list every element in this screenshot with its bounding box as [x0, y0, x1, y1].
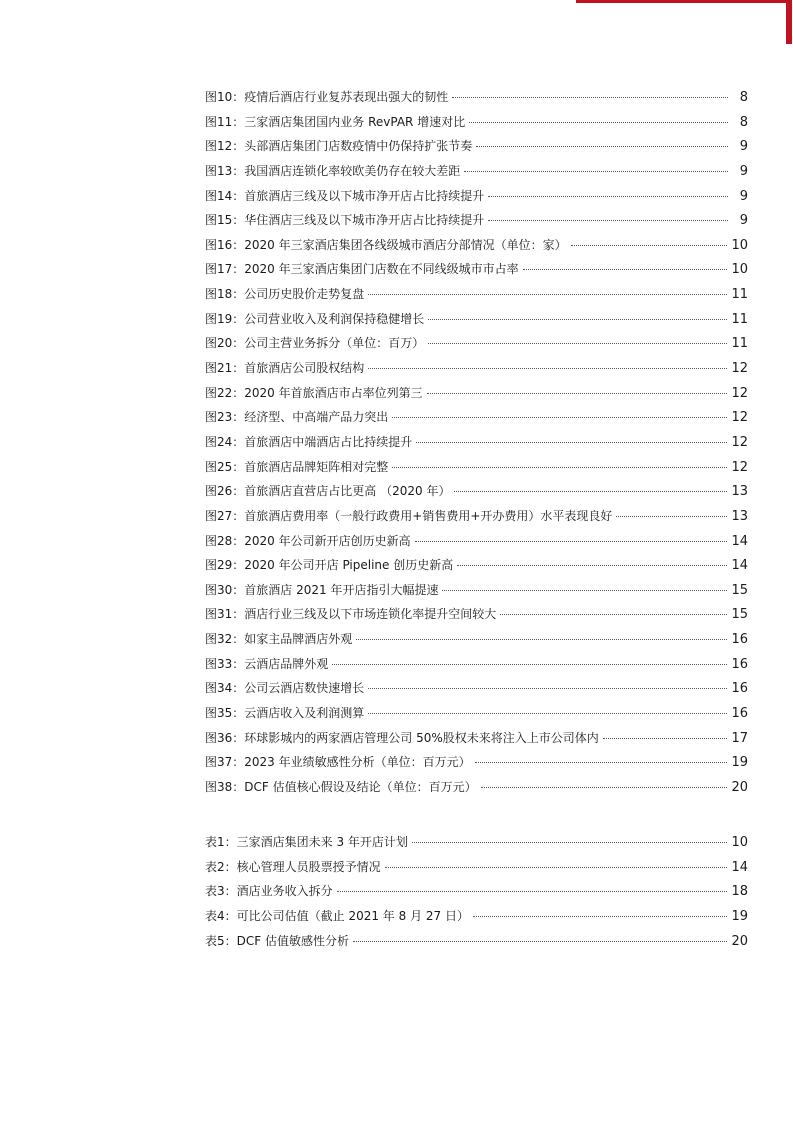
toc-entry-title: 图36：环球影城内的两家酒店管理公司 50%股权未来将注入上市公司体内: [205, 730, 599, 745]
dot-leader: [353, 941, 727, 942]
toc-page-number: 14: [731, 533, 748, 549]
figure-entry[interactable]: [205, 236, 748, 261]
toc-page-number: 12: [731, 410, 748, 426]
toc-entry-title: 图35：云酒店收入及利润测算: [205, 706, 365, 721]
dot-leader: [473, 916, 727, 917]
table-entry[interactable]: [205, 932, 748, 957]
toc-entry-title: 图15：华住酒店三线及以下城市净开店占比持续提升: [205, 213, 485, 228]
toc-entry-title: 图38：DCF 估值核心假设及结论（单位：百万元）: [205, 779, 477, 794]
toc-page-number: 17: [731, 730, 748, 746]
figure-entry[interactable]: [205, 137, 748, 162]
dot-leader: [368, 688, 727, 689]
toc-page-number: 10: [731, 835, 748, 850]
toc-entry-title: 图25：首旅酒店品牌矩阵相对完整: [205, 459, 389, 474]
toc-page-number: 11: [731, 336, 748, 352]
toc-page-number: 19: [731, 908, 748, 924]
table-entry[interactable]: [205, 833, 748, 858]
toc-entry-title: 图20：公司主营业务拆分（单位：百万）: [205, 336, 425, 351]
toc-entry-title: 图33：云酒店品牌外观: [205, 656, 329, 671]
header-accent-bar: [576, 0, 792, 3]
dot-leader: [616, 516, 727, 517]
toc-page-number: 13: [731, 484, 748, 500]
dot-leader: [571, 245, 728, 246]
table-entry[interactable]: [205, 882, 748, 907]
dot-leader: [454, 491, 727, 492]
toc-page-number: 8: [739, 90, 748, 105]
figure-entry[interactable]: [205, 310, 748, 335]
toc-entry-title: 图17：2020 年三家酒店集团门店数在不同线级城市市占率: [205, 262, 519, 277]
figure-entry[interactable]: [205, 729, 748, 754]
figure-entry[interactable]: [205, 630, 748, 655]
toc-page-number: 9: [739, 213, 748, 229]
dot-leader: [356, 639, 727, 640]
figure-entry[interactable]: [205, 334, 748, 359]
toc-page-number: 10: [731, 262, 748, 278]
header-accent-bar-vertical: [786, 0, 792, 44]
toc-page-number: 15: [731, 607, 748, 623]
toc-page-number: 16: [731, 681, 748, 697]
toc-page-number: 11: [731, 287, 748, 303]
dot-leader: [416, 442, 727, 443]
toc-entry-title: 图23：经济型、中高端产品力突出: [205, 410, 389, 425]
toc-entry-title: 图11：三家酒店集团国内业务 RevPAR 增速对比: [205, 114, 466, 129]
figure-entry[interactable]: [205, 113, 748, 138]
toc-page-number: 16: [731, 706, 748, 722]
toc-page-number: 20: [731, 933, 748, 949]
dot-leader: [368, 294, 727, 295]
dot-leader: [452, 97, 728, 98]
dot-leader: [332, 664, 727, 665]
figure-entry[interactable]: [205, 532, 748, 557]
toc-entry-title: 图30：首旅酒店 2021 年开店指引大幅提速: [205, 582, 439, 597]
toc-page-number: 9: [739, 163, 748, 179]
dot-leader: [442, 590, 727, 591]
toc-page-number: 13: [731, 508, 748, 524]
dot-leader: [392, 467, 727, 468]
dot-leader: [415, 541, 728, 542]
dot-leader: [428, 319, 727, 320]
figure-entry[interactable]: [205, 507, 748, 532]
toc-entry-title: 图37：2023 年业绩敏感性分析（单位：百万元）: [205, 755, 471, 770]
toc-entry-title: 图13：我国酒店连锁化率较欧美仍存在较大差距: [205, 163, 461, 178]
dot-leader: [476, 146, 728, 147]
figure-entry[interactable]: [205, 359, 748, 384]
table-entry[interactable]: [205, 907, 748, 932]
dot-leader: [428, 343, 727, 344]
figure-entry[interactable]: [205, 704, 748, 729]
toc-entry-title: 表1：三家酒店集团未来 3 年开店计划: [205, 835, 408, 849]
toc-entry-title: 图32：如家主品牌酒店外观: [205, 632, 353, 647]
dot-leader: [368, 368, 727, 369]
figure-entry[interactable]: [205, 162, 748, 187]
toc-entry-title: 图14：首旅酒店三线及以下城市净开店占比持续提升: [205, 188, 485, 203]
toc-entry-title: 图18：公司历史股价走势复盘: [205, 287, 365, 302]
toc-page-number: 14: [731, 859, 748, 875]
figure-entry[interactable]: [205, 605, 748, 630]
toc-page-number: 12: [731, 459, 748, 475]
dot-leader: [337, 891, 728, 892]
dot-leader: [368, 713, 727, 714]
figure-entry[interactable]: [205, 581, 748, 606]
toc-entry-title: 图16：2020 年三家酒店集团各线级城市酒店分部情况（单位：家）: [205, 237, 567, 252]
figure-entry[interactable]: [205, 753, 748, 778]
dot-leader: [488, 220, 728, 221]
dot-leader: [385, 867, 728, 868]
figure-entry[interactable]: [205, 458, 748, 483]
toc-page-number: 12: [731, 361, 748, 377]
toc-page-number: 12: [731, 385, 748, 401]
figure-entry[interactable]: [205, 556, 748, 581]
figure-entry[interactable]: [205, 408, 748, 433]
figure-entry[interactable]: [205, 187, 748, 212]
table-entry[interactable]: [205, 858, 748, 883]
dot-leader: [392, 417, 727, 418]
toc-page-number: 14: [731, 558, 748, 574]
toc-page-number: 10: [731, 237, 748, 253]
figure-index-list: [205, 88, 748, 803]
toc-entry-title: 图27：首旅酒店费用率（一般行政费用+销售费用+开办费用）水平表现良好: [205, 508, 613, 523]
figure-entry[interactable]: [205, 384, 748, 409]
dot-leader: [464, 171, 728, 172]
toc-entry-title: 图12：头部酒店集团门店数疫情中仍保持扩张节奏: [205, 139, 473, 154]
toc-page-number: 9: [739, 139, 748, 155]
figure-entry[interactable]: [205, 778, 748, 803]
toc-page-number: 16: [731, 632, 748, 648]
dot-leader: [500, 614, 727, 615]
toc-page-number: 16: [731, 656, 748, 672]
toc-entry-title: 表5：DCF 估值敏感性分析: [205, 933, 349, 948]
figure-entry[interactable]: [205, 260, 748, 285]
toc-page-number: 9: [739, 188, 748, 204]
toc-entry-title: 图10：疫情后酒店行业复苏表现出强大的韧性: [205, 90, 449, 104]
toc-page-number: 12: [731, 434, 748, 450]
figure-entry[interactable]: [205, 88, 748, 113]
dot-leader: [469, 122, 728, 123]
dot-leader: [523, 269, 728, 270]
dot-leader: [488, 196, 728, 197]
toc-entry-title: 图24：首旅酒店中端酒店占比持续提升: [205, 434, 413, 449]
toc-entry-title: 图21：首旅酒店公司股权结构: [205, 361, 365, 376]
dot-leader: [457, 565, 727, 566]
toc-page-number: 11: [731, 311, 748, 327]
toc-entry-title: 图22：2020 年首旅酒店市占率位列第三: [205, 385, 423, 400]
toc-entry-title: 图26：首旅酒店直营店占比更高 （2020 年）: [205, 484, 451, 499]
dot-leader: [475, 762, 728, 763]
dot-leader: [427, 393, 728, 394]
figure-entry[interactable]: [205, 679, 748, 704]
toc-page-number: 20: [731, 779, 748, 795]
toc-page-number: 19: [731, 755, 748, 771]
toc-entry-title: 图19：公司营业收入及利润保持稳健增长: [205, 311, 425, 326]
toc-entry-title: 表4：可比公司估值（截止 2021 年 8 月 27 日）: [205, 908, 469, 923]
table-index-list: [205, 833, 748, 956]
toc-entry-title: 图29：2020 年公司开店 Pipeline 创历史新高: [205, 558, 454, 573]
toc-entry-title: 图34：公司云酒店数快速增长: [205, 681, 365, 696]
figure-entry[interactable]: [205, 655, 748, 680]
toc-entry-title: 表2：核心管理人员股票授予情况: [205, 859, 381, 874]
figure-entry[interactable]: [205, 211, 748, 236]
figure-entry[interactable]: [205, 482, 748, 507]
figure-entry[interactable]: [205, 285, 748, 310]
dot-leader: [603, 738, 728, 739]
toc-entry-title: 表3：酒店业务收入拆分: [205, 884, 333, 899]
dot-leader: [412, 842, 728, 843]
toc-page-number: 8: [739, 114, 748, 130]
toc-entry-title: 图31：酒店行业三线及以下市场连锁化率提升空间较大: [205, 607, 497, 622]
dot-leader: [481, 787, 728, 788]
toc-entry-title: 图28：2020 年公司新开店创历史新高: [205, 533, 411, 548]
toc-page-number: 18: [731, 884, 748, 900]
toc-page-number: 15: [731, 582, 748, 598]
figure-entry[interactable]: [205, 433, 748, 458]
